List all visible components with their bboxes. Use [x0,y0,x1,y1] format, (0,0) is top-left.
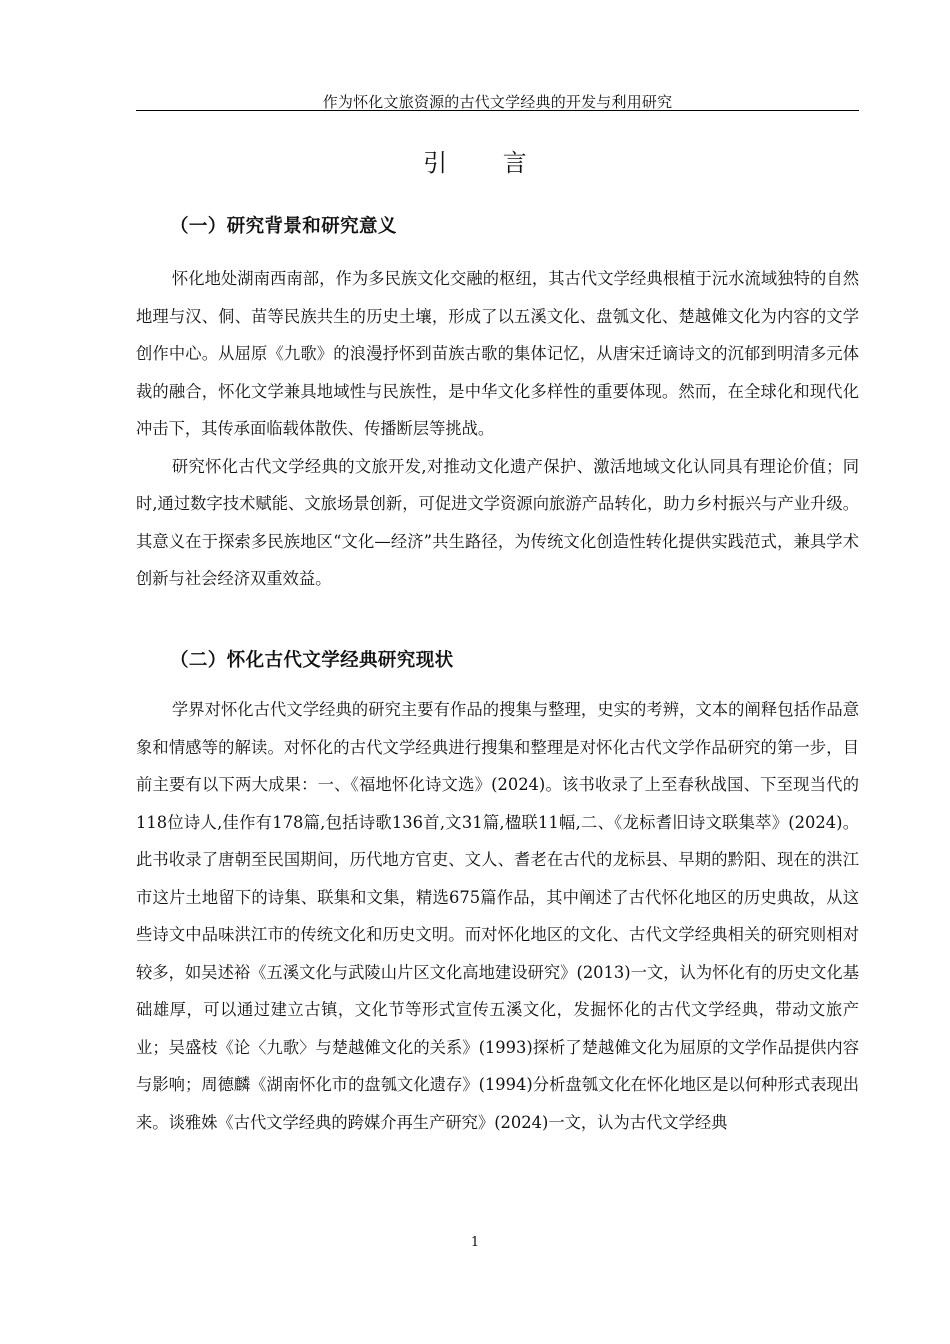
paragraph: 怀化地处湖南西南部，作为多民族文化交融的枢纽，其古代文学经典根植于沅水流域独特的自然地理与汉、侗、苗等民族共生的历史土壤，形成了以五溪文化、盘瓠文化、楚越傩文化为内容的文学创作中心。从屈原《九歌》的浪漫抒怀到苗族古歌的集体记忆，从唐宋迁谪诗文的沉郁到明清多元体裁的融合，怀化文学兼具地域性与民族性，是中华文化多样性的重要体现。然而，在全球化和现代化冲击下，其传承面临载体散佚、传播断层等挑战。 [136,269,859,438]
header-rule [136,110,859,111]
section-body-research-status [136,691,859,1141]
chapter-title: 引 言 [423,149,551,177]
section-heading-research-status: （二）怀化古代文学经典研究现状 [170,650,454,671]
section-heading-background: （一）研究背景和研究意义 [170,216,397,237]
section-body-background [136,260,859,598]
running-header: 作为怀化文旅资源的古代文学经典的开发与利用研究 [322,93,673,111]
paragraph: 学界对怀化古代文学经典的研究主要有作品的搜集与整理，史实的考辨，文本的阐释包括作品意象和情感等的解读。对怀化的古代文学经典进行搜集和整理是对怀化古代文学作品研究的第一步，目前主要有以下两大成果：一、《福地怀化诗文选》(2024)。该书收录了上至春秋战国、下至现当代的118位诗人,佳作有178篇,包括诗歌136首,文31篇,楹联11幅,二、《龙标耆旧诗文联集萃》(2024)。此书收录了唐朝至民国期间，历代地方官吏、文人、耆老在古代的龙标县、早期的黔阳、现在的洪江市这片土地留下的诗集、联集和文集，精选675篇作品，其中阐述了古代怀化地区的历史典故，从这些诗文中品味洪江市的传统文化和历史文明。而对怀化地区的文化、古代文学经典相关的研究则相对较多，如吴述裕《五溪文化与武陵山片区文化高地建设研究》(2013)一文，认为怀化有的历史文化基础雄厚，可以通过建立古镇，文化节等形式宣传五溪文化，发掘怀化的古代文学经典，带动文旅产业；吴盛枝《论〈九歌〉与楚越傩文化的关系》(1993)探析了楚越傩文化为屈原的文学作品提供内容与影响；周德麟《湖南怀化市的盘瓠文化遗存》(1994)分析盘瓠文化在怀化地区是以何种形式表现出来。谈雅姝《古代文学经典的跨媒介再生产研究》(2024)一文，认为古代文学经典 [136,700,859,1132]
paragraph: 研究怀化古代文学经典的文旅开发,对推动文化遗产保护、激活地域文化认同具有理论价值；同时,通过数字技术赋能、文旅场景创新，可促进文学资源向旅游产品转化，助力乡村振兴与产业升级。其意义在于探索多民族地区“文化—经济”共生路径，为传统文化创造性转化提供实践范式，兼具学术创新与社会经济双重效益。 [136,456,859,588]
page-number: 1 [470,1235,480,1250]
